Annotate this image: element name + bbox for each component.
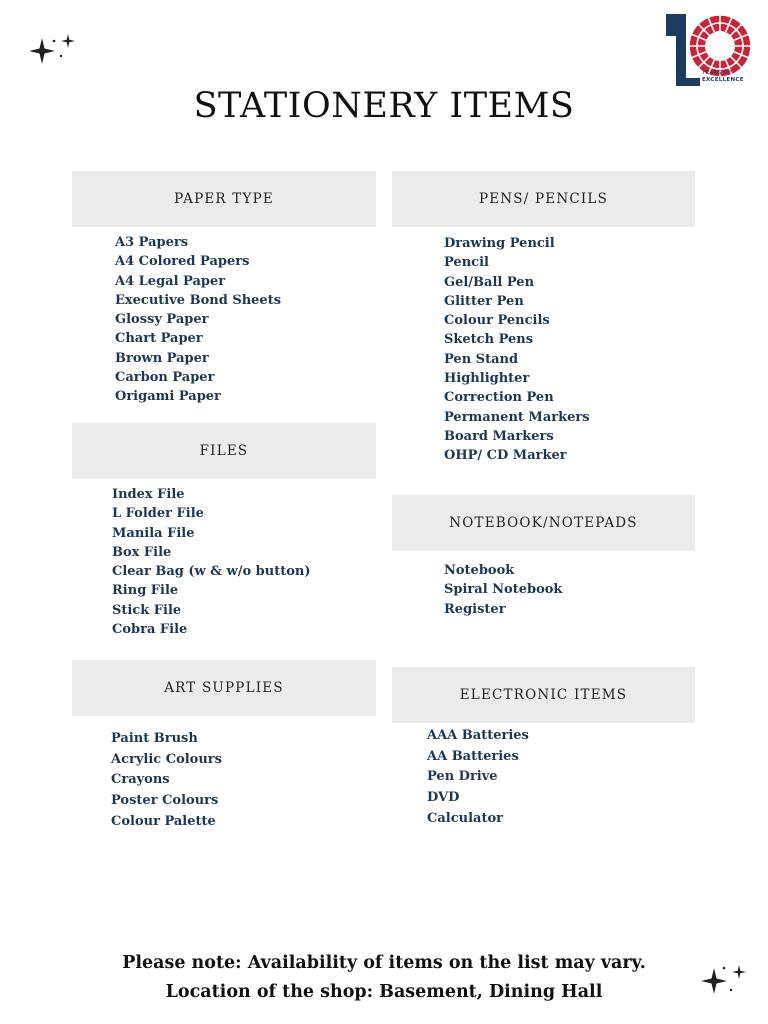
list-item: Cobra File xyxy=(112,622,188,638)
list-item: A3 Papers xyxy=(115,235,189,250)
list-item: Sketch Pens xyxy=(444,332,534,348)
list-item: Acrylic Colours xyxy=(111,751,222,767)
list-item: Ring File xyxy=(112,583,179,599)
list-item: Carbon Paper xyxy=(115,370,215,386)
notebook-list xyxy=(444,561,562,619)
list-item: Notebook xyxy=(444,563,515,578)
list-item: Glossy Paper xyxy=(115,312,209,328)
list-item: Brown Paper xyxy=(115,350,209,366)
pens-pencils-list xyxy=(444,234,590,466)
page-title: STATIONERY ITEMS xyxy=(193,86,575,126)
sparkle-icon xyxy=(30,32,80,68)
list-item: Clear Bag (w & w/o button) xyxy=(112,564,311,580)
list-item: Board Markers xyxy=(444,428,554,444)
logo-line-2: EXCELLENCE xyxy=(702,76,744,83)
list-item: Paint Brush xyxy=(111,731,198,746)
list-item: Register xyxy=(444,601,506,617)
list-item: Permanent Markers xyxy=(444,409,590,425)
list-item: Index File xyxy=(112,487,185,502)
list-item: Correction Pen xyxy=(444,390,554,406)
list-item: AA Batteries xyxy=(427,748,519,764)
files-list xyxy=(112,485,310,639)
section-header-paper-type: PAPER TYPE xyxy=(72,171,376,227)
art-supplies-list xyxy=(111,729,222,833)
list-item: A4 Legal Paper xyxy=(115,273,226,289)
list-item: A4 Colored Papers xyxy=(115,254,250,270)
list-item: Gel/Ball Pen xyxy=(444,274,535,290)
section-header-files: FILES xyxy=(72,423,376,479)
list-item: OHP/ CD Marker xyxy=(444,448,567,464)
list-item: Executive Bond Sheets xyxy=(115,292,282,308)
paper-type-list xyxy=(115,233,281,407)
anniversary-logo xyxy=(664,12,756,88)
section-header-art-supplies: ART SUPPLIES xyxy=(72,660,376,716)
list-item: Calculator xyxy=(427,810,503,826)
list-item: Pen Drive xyxy=(427,769,498,785)
list-item: Box File xyxy=(112,544,172,560)
availability-note: Please note: Availability of items on the list may vary. xyxy=(122,953,646,973)
section-header-electronic: ELECTRONIC ITEMS xyxy=(392,667,695,723)
list-item: Manila File xyxy=(112,525,195,541)
list-item: Origami Paper xyxy=(115,389,221,405)
list-item: L Folder File xyxy=(112,506,204,522)
list-item: AAA Batteries xyxy=(427,728,529,743)
list-item: Poster Colours xyxy=(111,793,219,809)
logo-tagline xyxy=(702,70,744,83)
list-item: Pen Stand xyxy=(444,351,519,367)
list-item: Glitter Pen xyxy=(444,293,524,309)
logo-line-1: YEARS OF xyxy=(702,70,732,76)
list-item: Spiral Notebook xyxy=(444,582,563,598)
list-item: Pencil xyxy=(444,255,489,271)
shop-location: Location of the shop: Basement, Dining Hall xyxy=(165,982,603,1002)
section-header-pens-pencils: PENS/ PENCILS xyxy=(392,171,695,227)
list-item: Highlighter xyxy=(444,371,530,387)
list-item: Chart Paper xyxy=(115,331,203,347)
list-item: Drawing Pencil xyxy=(444,236,555,251)
list-item: Colour Palette xyxy=(111,813,216,829)
list-item: DVD xyxy=(427,790,460,806)
section-header-notebook: NOTEBOOK/NOTEPADS xyxy=(392,495,695,551)
list-item: Colour Pencils xyxy=(444,313,550,329)
list-item: Crayons xyxy=(111,772,170,788)
electronic-list xyxy=(427,726,529,830)
list-item: Stick File xyxy=(112,602,182,618)
